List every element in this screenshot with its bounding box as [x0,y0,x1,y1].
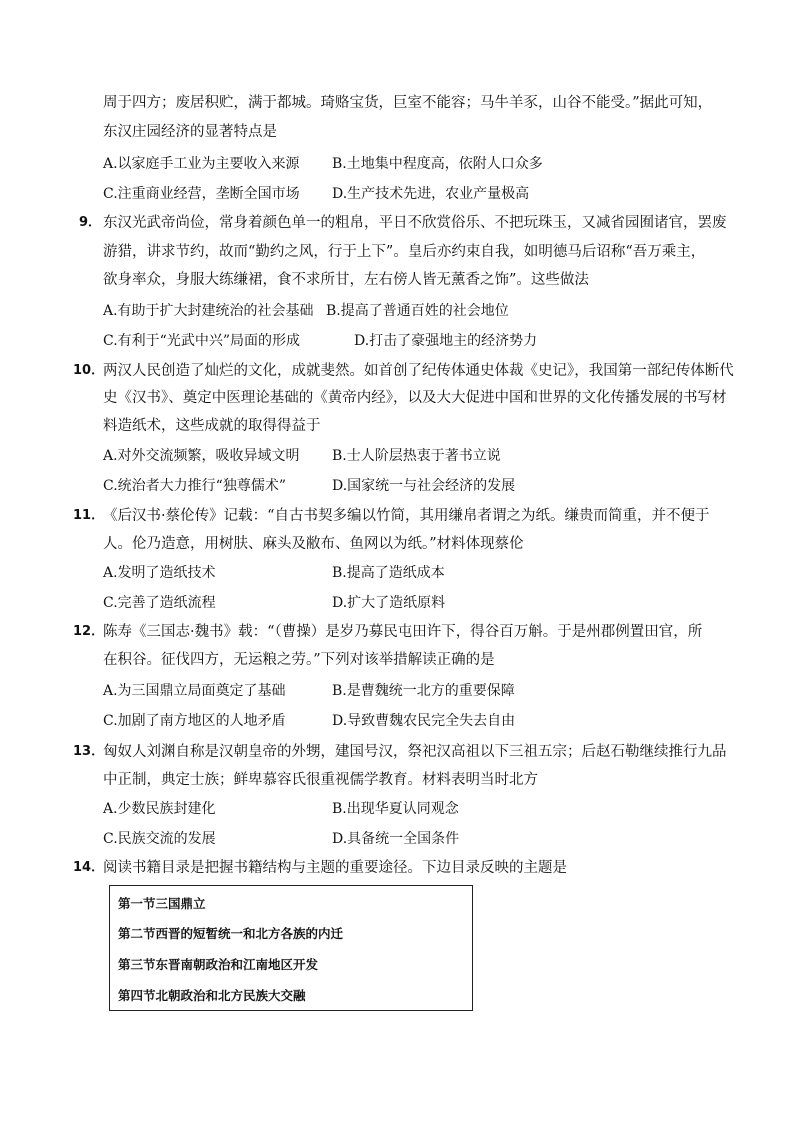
q11-option-c[interactable]: C.完善了造纸流程 [103,595,216,611]
q10-option-b[interactable]: B.士人阶层热衷于著书立说 [332,448,501,464]
q13-option-c[interactable]: C.民族交流的发展 [103,831,216,847]
toc-item-2: 第二节西晋的短暂统一和北方各族的内迁 [118,926,344,941]
table-of-contents-box [109,885,473,1011]
q11-line-2: 人。伦乃造意，用树肤、麻头及敝布、鱼网以为纸。”材料体现蔡伦 [103,536,524,552]
q13-option-d[interactable]: D.具备统一全国条件 [332,831,460,847]
q9-line-3: 欲身率众，身服大练缣裙，食不求所甘，左右傍人皆无薰香之饰”。这些做法 [103,272,589,288]
q11-line-1: 《后汉书·蔡伦传》记载：“自古书契多编以竹简，其用缣帛者谓之为纸。缣贵而简重，并不便于 [103,508,710,524]
q11-number: 11． [73,508,105,523]
q9-line-2: 游猎，讲求节约，故而“勤约之风，行于上下”。皇后亦约束自我，如明德马后诏称“吾万乘主， [103,244,706,260]
q8-option-a[interactable]: A.以家庭手工业为主要收入来源 [103,156,300,172]
q9-number: 9． [78,215,101,230]
q9-option-c[interactable]: C.有利于“光武中兴”局面的形成 [103,333,300,349]
q12-line-1: 陈寿《三国志·魏书》载：“（曹操）是岁乃募民屯田许下，得谷百万斛。于是州郡例置田官，所 [103,624,703,640]
q11-option-b[interactable]: B.提高了造纸成本 [332,565,445,581]
q10-line-1: 两汉人民创造了灿烂的文化，成就斐然。如首创了纪传体通史体裁《史记》，我国第一部纪传体断代 [103,363,734,379]
q8-option-c[interactable]: C.注重商业经营，垄断全国市场 [103,186,300,202]
q13-line-2: 中正制，典定士族；鲜卑慕容氏很重视儒学教育。材料表明当时北方 [103,772,538,788]
q11-option-a[interactable]: A.发明了造纸技术 [103,565,216,581]
q13-number: 13． [73,744,105,759]
q10-line-3: 料造纸术，这些成就的取得得益于 [103,418,321,434]
q10-option-c[interactable]: C.统治者大力推行“独尊儒术” [103,478,286,494]
toc-item-1: 第一节三国鼎立 [118,896,206,911]
q10-number: 10． [73,363,105,378]
toc-item-3: 第三节东晋南朝政治和江南地区开发 [118,957,319,972]
q11-option-d[interactable]: D.扩大了造纸原料 [332,595,446,611]
q13-option-a[interactable]: A.少数民族封建化 [103,801,216,817]
q13-line-1: 匈奴人刘渊自称是汉朝皇帝的外甥，建国号汉，祭祀汉高祖以下三祖五宗；后赵石勒继续推行九品 [103,744,727,760]
q12-option-d[interactable]: D.导致曹魏农民完全失去自由 [332,713,516,729]
q14-number: 14． [73,860,105,875]
q9-option-a[interactable]: A.有助于扩大封建统治的社会基础 [103,303,314,319]
toc-item-4: 第四节北朝政治和北方民族大交融 [118,988,306,1003]
q12-option-c[interactable]: C.加剧了南方地区的人地矛盾 [103,713,286,729]
q9-option-b[interactable]: B.提高了普通百姓的社会地位 [326,303,509,319]
q10-line-2: 史《汉书》、奠定中医理论基础的《黄帝内经》，以及大大促进中国和世界的文化传播发展的书写材 [103,390,727,406]
q10-option-d[interactable]: D.国家统一与社会经济的发展 [332,478,516,494]
q9-option-d[interactable]: D.打击了豪强地主的经济势力 [354,333,538,349]
q8-line-2: 东汉庄园经济的显著特点是 [103,124,277,140]
q12-line-2: 在积谷。征伐四方，无运粮之劳。”下列对该举措解读正确的是 [103,652,495,668]
q8-line-1: 周于四方；废居积贮，满于都城。琦赂宝货，巨室不能容；马牛羊豕，山谷不能受。”据此可知， [103,95,713,111]
q14-line-1: 阅读书籍目录是把握书籍结构与主题的重要途径。下边目录反映的主题是 [103,860,567,876]
q8-option-b[interactable]: B.土地集中程度高，依附人口众多 [332,156,543,172]
q12-option-b[interactable]: B.是曹魏统一北方的重要保障 [332,683,515,699]
q12-number: 12． [73,624,105,639]
q10-option-a[interactable]: A.对外交流频繁，吸收异域文明 [103,448,300,464]
q13-option-b[interactable]: B.出现华夏认同观念 [332,801,459,817]
q12-option-a[interactable]: A.为三国鼎立局面奠定了基础 [103,683,286,699]
q8-option-d[interactable]: D.生产技术先进，农业产量极高 [332,186,530,202]
q9-line-1: 东汉光武帝尚俭，常身着颜色单一的粗帛，平日不欣赏俗乐、不把玩珠玉，又减省园囿诸官，罢废 [103,215,727,231]
